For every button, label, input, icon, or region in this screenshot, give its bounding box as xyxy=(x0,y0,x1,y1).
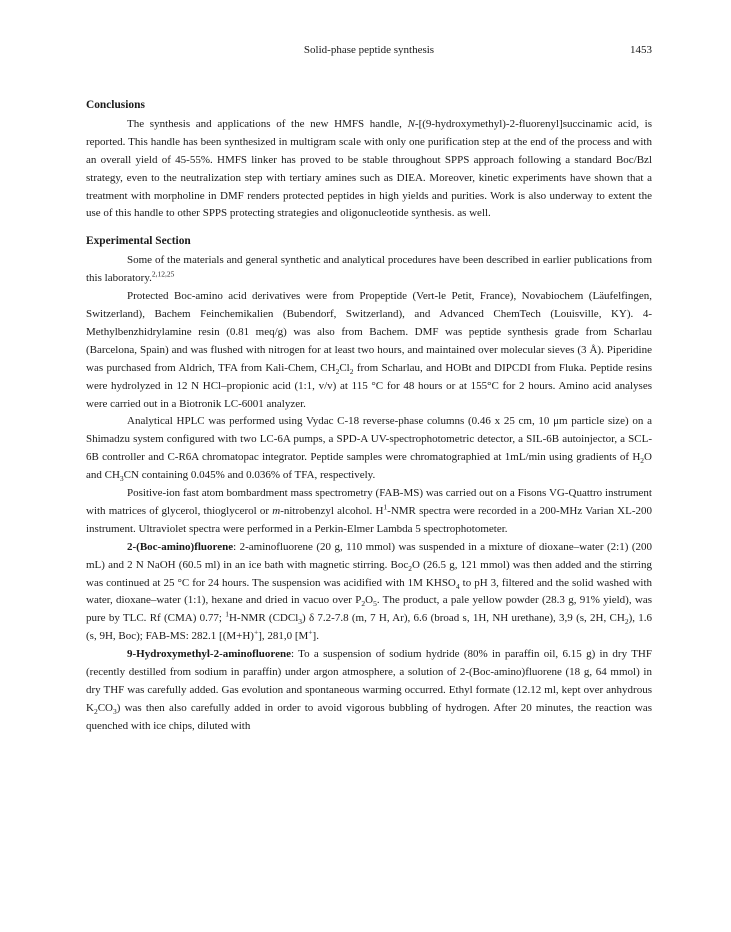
experimental-paragraph-materials: Protected Boc-amino acid derivatives were from Propeptide (Vert-le Petit, France), Novabiochem (Läufelfingen, Switzerland), Bachem Feinchemikalien (Bubendorf, Switzerland), and Advanced ChemTech (Louisville, KY). 4-Methylbenzhidrylamine resin (0.81 meq/g) was also from Bachem. DMF was peptide synthesis grade from Scharlau (Barcelona, Spain) and was flushed with nitrogen for at least two hours, and maintained over molecular sieves (3 Å). Piperidine was purchased from Aldrich, TFA from Kali-Chem, $CH_2Cl_2$ from Scharlau, and HOBt and DIPCDI from Fluka. Peptide resins were hydrolyzed in 12 N HCl–propionic acid (1:1, v/v) at 115 °C for 48 hours or at 155°C for 2 hours. Amino acid analyses were carried out in a Biotronik LC-6001 analyzer. xyxy=(86,290,652,410)
compound-title: 2-(Boc-amino)fluorene xyxy=(127,540,234,553)
experimental-paragraph-general: Some of the materials and general synthetic and analytical procedures have been described in earlier publications from this laboratory.$^{2,12,25}$ xyxy=(86,254,652,285)
experimental-heading: Experimental Section xyxy=(86,235,191,248)
body-text xyxy=(86,97,652,736)
experimental-paragraph-hplc: Analytical HPLC was performed using Vydac C-18 reverse-phase columns (0.46 x 25 cm, 10 μm particle size) on a Shimadzu system configured with two LC-6A pumps, a SPD-A UV-spectrophotometric detector, a SIL-6B autoinjector, a SCL-6B controller and C-R6A chromatopac integrator. Peptide samples were chromatographied at 1mL/min using gradients of $H_2O$ and $CH_3CN$ containing 0.045% and 0.036% of TFA, respectively. xyxy=(86,415,652,484)
running-header xyxy=(86,44,652,60)
conclusions-heading: Conclusions xyxy=(86,99,145,111)
reference-citation: 2,12,25 xyxy=(151,269,175,279)
running-title: Solid-phase peptide synthesis xyxy=(303,44,435,56)
procedure-hydroxymethyl-aminofluorene: 9-Hydroxymethyl-2-aminofluorene: To a suspension of sodium hydride (80% in paraffin oil, 6.15 g) in dry THF (recently destilled from sodium in paraffin) under argon atmosphere, a solution of 2-(Boc-amino)fluorene (18 g, 64 mmol) in dry THF was carefully added. Gas evolution and spontaneous warming occurred. Ethyl formate (12.12 ml, kept over anhydrous $K_2CO_3$) was then also carefully added in order to avoid vigorous bubbling of hydrogen. After 20 minutes, the reaction was quenched with ice chips, diluted with xyxy=(86,648,652,732)
compound-title: 9-Hydroxymethyl-2-aminofluorene xyxy=(127,648,291,661)
procedure-boc-aminofluorene: 2-(Boc-amino)fluorene: 2-aminofluorene (20 g, 110 mmol) was suspended in a mixture of dioxane–water (2:1) (200 mL) and 2 N NaOH (60.5 ml) in an ice bath with magnetic stirring. Boc$_2$O (26.5 g, 121 mmol) was then added and the stirring was continued at 25 °C for 24 hours. The suspension was acidified with 1M $KHSO_4$ to pH 3, filtered and the solid washed with water, dioxane–water (1:1), hexane and dried in vacuo over $P_2O_5$. The product, a pale yellow powder (28.3 g, 91% yield), was pure by TLC. Rf (CMA) 0.77; $^1$H-NMR (CDCl$_3$) δ 7.2-7.8 (m, 7 H, Ar), 6.6 (broad s, 1H, NH urethane), 3,9 (s, 2H, $CH_2$), 1.6 (s, 9H, Boc); FAB-MS: 282.1 [(M+H)+], 281,0 [M+]. xyxy=(86,540,653,643)
page-number: 1453 xyxy=(630,44,652,56)
conclusions-paragraph: The synthesis and applications of the new HMFS handle, N-[(9-hydroxymethyl)-2-fluorenyl]succinamic acid, is reported. This handle has been synthesized in multigram scale with only one purification step at the end of the process and with an overall yield of 45-55%. HMFS linker has proved to be stable throughout SPPS approach following a standard Boc/Bzl strategy, even to the neutralization step with tertiary amines such as DIEA. Moreover, kinetic experiments have shown that a treatment with morpholine in DMF renders protected peptides in high yields and purities. Work is also underway to extent the use of this handle to other SPPS protecting strategies and oligonucleotide synthesis. as well. xyxy=(86,117,652,220)
experimental-paragraph-spectrometry: Positive-ion fast atom bombardment mass spectrometry (FAB-MS) was carried out on a Fisons VG-Quattro instrument with matrices of glycerol, thioglycerol or m-nitrobenzyl alcohol. $H^1$-NMR spectra were recorded in a 200-MHz Varian XL-200 instrument. Ultraviolet spectra were performed in a Perkin-Elmer Lambda 5 spectrophotometer. xyxy=(86,487,652,535)
